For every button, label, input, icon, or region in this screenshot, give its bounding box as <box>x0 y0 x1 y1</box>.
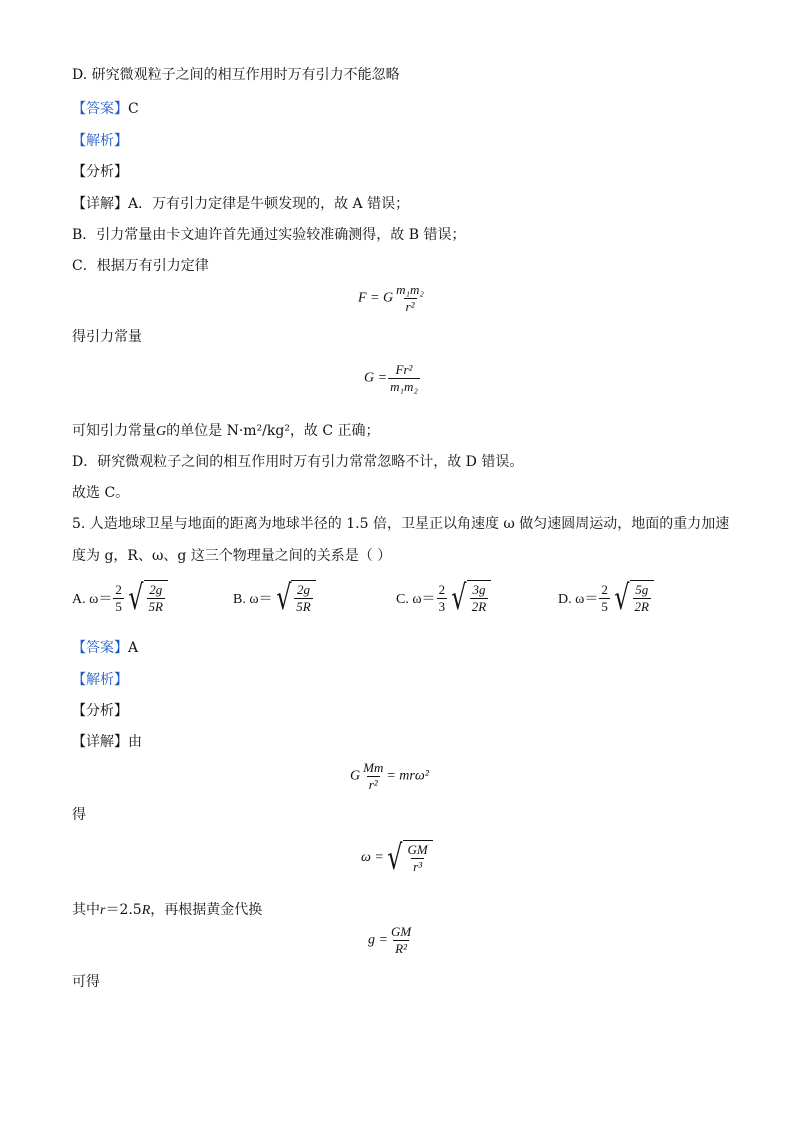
fenxi-tag: 【分析】 <box>72 164 128 180</box>
de-line: 得 <box>72 807 86 823</box>
detail-line-f: D．研究微观粒子之间的相互作用时万有引力常常忽略不计，故 D 错误。 <box>72 454 524 470</box>
detail-line-e: 可知引力常量G的单位是 N·m²/kg²，故 C 正确； <box>72 423 380 439</box>
question-5-line-1: 5. 人造地球卫星与地面的距离为地球半径的 1.5 倍，卫星正以角速度 ω 做匀速圆周运动，地面的重力加速 <box>72 516 730 532</box>
option-c: C. ω＝ $\frac{2}{3}$ √ $\frac{3g}{2R}$ <box>396 580 491 616</box>
question-5-line-2: 度为 g，R、ω、g 这三个物理量之间的关系是（ ） <box>72 548 392 564</box>
detail-line-2: 【详解】由 <box>72 734 142 750</box>
answer-value: C <box>128 101 139 117</box>
detail-tag: 【详解】 <box>72 196 128 212</box>
equation-constant: G = $\frac{\text{Fr²}}{\text{m₁m₂}}$ <box>364 362 418 394</box>
option-a: A. ω＝ $\frac{2}{5}$ √ $\frac{2g}{5R}$ <box>72 580 168 616</box>
answer-tag: 【答案】 <box>72 101 128 117</box>
answer-line-2: 【答案】A <box>72 640 139 656</box>
detail-line-b: B．引力常量由卡文迪许首先通过实验较准确测得，故 B 错误； <box>72 227 466 243</box>
option-d: D. ω＝ $\frac{2}{5}$ √ $\frac{5g}{2R}$ <box>558 580 654 616</box>
detail-line-a <box>72 195 409 213</box>
detail-text: A．万有引力定律是牛顿发现的，故 A 错误； <box>128 196 410 212</box>
substitution-line: 其中r＝2.5R，再根据黄金代换 <box>72 902 263 918</box>
detail-line-c: C．根据万有引力定律 <box>72 258 209 274</box>
equation-golden: g = $\frac{GM}{\text{R²}}$ <box>368 924 412 956</box>
conclusion-line: 故选 C。 <box>72 485 130 501</box>
option-b: B. ω＝ √ $\frac{2g}{5R}$ <box>233 580 316 616</box>
fenxi-tag-2: 【分析】 <box>72 703 128 719</box>
option-d-text: D. 研究微观粒子之间的相互作用时万有引力不能忽略 <box>72 67 400 83</box>
kede-line: 可得 <box>72 974 100 990</box>
equation-centripetal: G $\frac{Mm}{\text{r²}}$ = mrω² <box>350 760 429 792</box>
analysis-tag-2: 【解析】 <box>72 672 128 688</box>
equation-omega: ω = √ $\frac{GM}{\text{r³}}$ <box>361 840 433 876</box>
detail-line-d: 得引力常量 <box>72 329 142 345</box>
answer-line-1 <box>72 100 139 118</box>
analysis-tag: 【解析】 <box>72 133 128 149</box>
equation-gravitation: F = G $\frac{\text{m₁m₂}}{\text{r²}}$ <box>358 282 424 314</box>
